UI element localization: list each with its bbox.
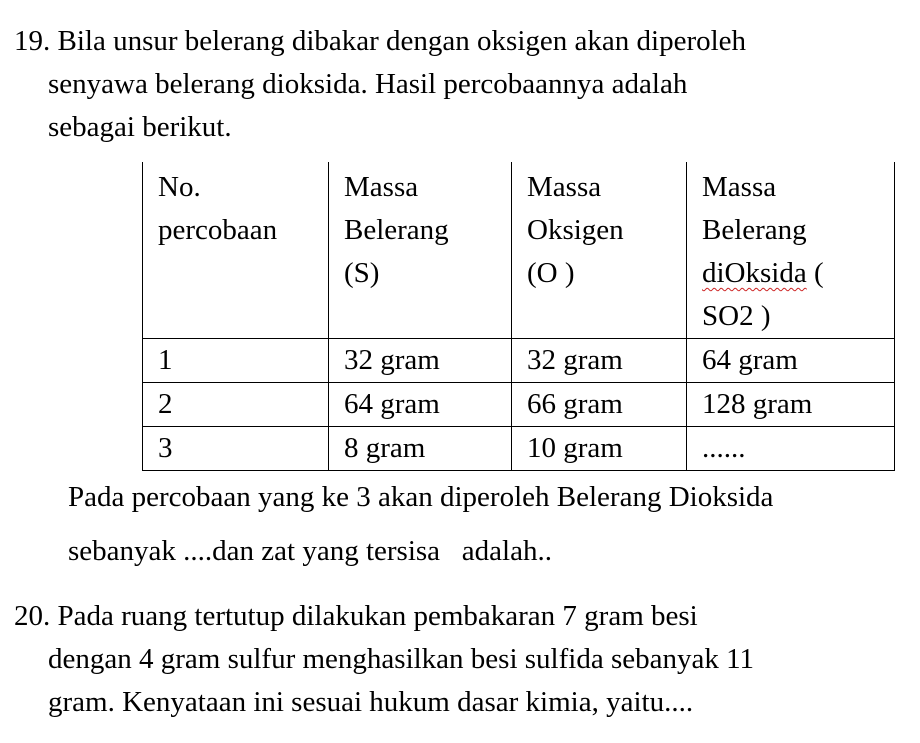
table-row	[143, 339, 895, 383]
question-20-line-3: gram. Kenyataan ini sesuai hukum dasar kimia, yaitu....	[48, 685, 694, 718]
table-cell: 1	[143, 339, 329, 383]
table-cell: ......	[687, 427, 895, 471]
table-cell: 2	[143, 383, 329, 427]
question-19-line-1: 19. Bila unsur belerang dibakar dengan oksigen akan diperoleh	[14, 25, 747, 57]
header-line: Massa	[702, 171, 777, 203]
question-19	[14, 20, 904, 149]
data-table	[142, 162, 895, 471]
header-line	[702, 252, 884, 295]
table-cell: 32 gram	[329, 339, 512, 383]
header-line: Belerang	[702, 214, 807, 246]
spellcheck-word: diOksida	[702, 257, 807, 289]
table-cell: 64 gram	[329, 383, 512, 427]
question-20-line-2: dengan 4 gram sulfur menghasilkan besi sulfida sebanyak 11	[48, 642, 755, 675]
question-19-line-3: sebagai berikut.	[48, 110, 232, 143]
header-line: (S)	[344, 257, 380, 289]
header-massa-belerang	[329, 162, 512, 339]
table-row	[143, 383, 895, 427]
header-line: (O )	[527, 257, 575, 289]
question-19-line-2: senyawa belerang dioksida. Hasil percobaannya adalah	[48, 67, 688, 100]
header-no-percobaan	[143, 162, 329, 339]
followup-question	[68, 470, 908, 578]
table-header-row	[143, 162, 895, 339]
table-cell: 3	[143, 427, 329, 471]
header-line: SO2 )	[702, 300, 771, 332]
header-line: percobaan	[158, 214, 278, 246]
table-cell: 66 gram	[512, 383, 687, 427]
experiment-table	[142, 162, 894, 471]
header-line: Massa	[344, 171, 419, 203]
header-massa-belerang-dioksida	[687, 162, 895, 339]
table-cell: 32 gram	[512, 339, 687, 383]
question-20-line-1: 20. Pada ruang tertutup dilakukan pembakaran 7 gram besi	[14, 600, 698, 632]
header-line: Massa	[527, 171, 602, 203]
table-row	[143, 427, 895, 471]
table-cell: 64 gram	[687, 339, 895, 383]
table-cell: 10 gram	[512, 427, 687, 471]
question-20	[14, 595, 904, 724]
header-fragment: (	[806, 257, 824, 289]
header-line: Oksigen	[527, 214, 624, 246]
table-cell: 8 gram	[329, 427, 512, 471]
followup-line-1: Pada percobaan yang ke 3 akan diperoleh Belerang Dioksida	[68, 481, 774, 513]
header-massa-oksigen	[512, 162, 687, 339]
followup-line-2: sebanyak ....dan zat yang tersisa adalah..	[68, 535, 552, 567]
header-line: Belerang	[344, 214, 449, 246]
header-line: No.	[158, 171, 201, 203]
table-cell: 128 gram	[687, 383, 895, 427]
